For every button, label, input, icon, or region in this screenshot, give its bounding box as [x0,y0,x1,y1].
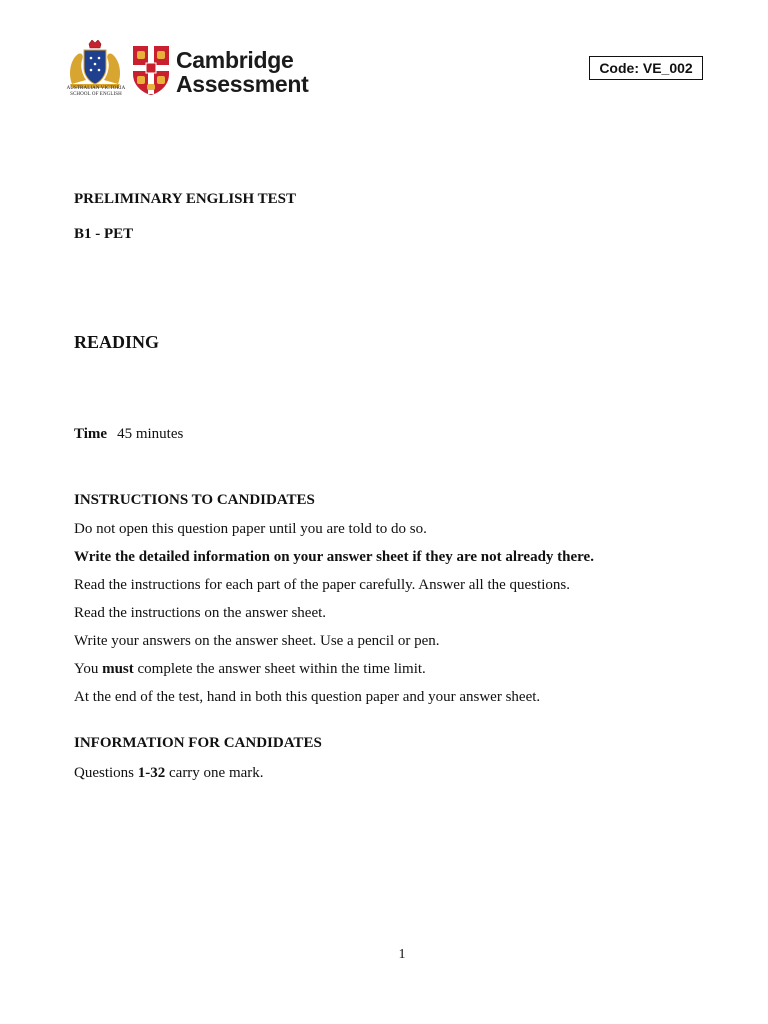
crest-caption-line1: AUSTRALIAN VICTORIA [66,86,126,91]
brand-name-assessment: Assessment [176,71,309,97]
instructions-heading: INSTRUCTIONS TO CANDIDATES [74,492,315,508]
instruction-line: Read the instructions on the answer sheet. [74,605,327,621]
document-code-box: Code: VE_002 [589,56,703,80]
time-label: Time [74,426,108,442]
information-line [74,764,264,782]
time-value: 45 minutes [117,426,184,442]
test-title: PRELIMINARY ENGLISH TEST [74,191,297,207]
instruction-line-time-limit [74,660,426,678]
instruction-text: You [74,661,99,677]
instruction-text: complete the answer sheet within the time limit. [137,661,426,677]
test-level: B1 - PET [74,226,134,242]
instruction-line: At the end of the test, hand in both this question paper and your answer sheet. [74,689,541,705]
paper-title: READING [74,332,160,352]
page-number: 1 [398,947,406,962]
information-text: carry one mark. [169,765,264,781]
instruction-line: Read the instructions for each part of the paper carefully. Answer all the questions. [74,577,570,593]
time-row [74,425,183,443]
cambridge-shield-icon [131,44,171,96]
crest-icon [62,40,128,88]
cambridge-shield-logo [131,44,171,96]
instruction-line: Write your answers on the answer sheet. Use a pencil or pen. [74,633,440,649]
crest-caption [60,86,132,98]
question-range: 1-32 [137,765,166,781]
instruction-line-bold: Write the detailed information on your answer sheet if they are not already there. [74,549,594,565]
crest-caption-line2: SCHOOL OF ENGLISH [70,92,122,97]
instruction-line: Do not open this question paper until you are told to do so. [74,521,427,537]
information-text: Questions [74,765,134,781]
instruction-emphasis: must [102,661,134,677]
brand-name-cambridge: Cambridge [176,47,294,73]
information-heading: INFORMATION FOR CANDIDATES [74,735,322,751]
